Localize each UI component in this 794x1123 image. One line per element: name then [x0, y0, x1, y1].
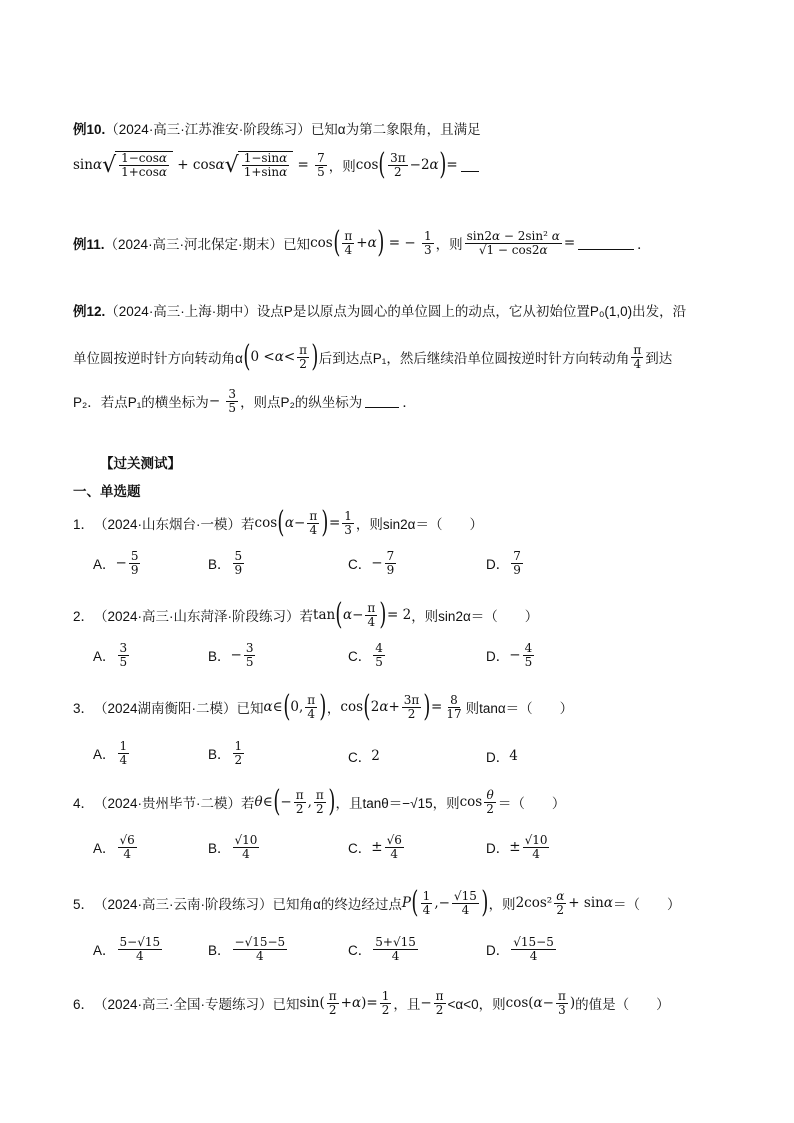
option-a — [93, 834, 139, 860]
question-number: 5． — [73, 897, 95, 912]
example-label: 例10. — [73, 122, 106, 137]
option-label: C． — [348, 841, 372, 857]
question-text: ，且tanθ＝−√15，则 — [335, 796, 460, 811]
question-number: 1． — [73, 517, 95, 532]
question-source: （2024·高三·山东菏泽·阶段练习） — [94, 609, 300, 624]
example-source: （2024·高三·江苏淮安·阶段练习） — [105, 122, 311, 137]
option-label: A． — [93, 943, 116, 959]
question-source: （2024湖南衡阳·二模） — [94, 701, 237, 716]
question-number: 6． — [73, 997, 95, 1013]
option-a — [93, 642, 131, 668]
option-d — [486, 550, 525, 576]
option-a — [93, 936, 164, 962]
answer-blank — [461, 159, 479, 172]
option-fraction: $\frac{√6}{4}$ — [119, 833, 135, 861]
option-fraction: $\frac{√15-5}{4}$ — [513, 935, 554, 963]
question-text: 若 — [299, 609, 314, 624]
option-label: B． — [208, 943, 231, 959]
example-cond-suffix: ，则 — [328, 159, 356, 174]
example-11: 例11. （2024·高三·河北保定·期末） 已知 cos ( $\frac{\pi}{4}$ + α ) = − $\frac{1}{3}$ ，则 $\frac{\text{sin2α − 2sin² α}}{√1 - \cos 2\alpha}$ = ． — [73, 225, 651, 260]
option-label: C． — [348, 750, 372, 765]
section-sub-title: 一、单选题 — [73, 484, 141, 499]
option-d — [486, 936, 558, 962]
option-label: D． — [486, 943, 510, 959]
question-text: 的值是（ ） — [575, 997, 670, 1013]
option-fraction: $\frac{5}{9}$ — [130, 549, 139, 577]
example-label: 例12. — [73, 304, 106, 319]
question-number: 4． — [73, 796, 95, 811]
question-text: 已知 — [236, 701, 264, 716]
option-label: C． — [348, 649, 372, 665]
example-text: 后到达点P₁，然后继续沿单位圆按逆时针方向转动角 — [318, 351, 630, 366]
example-text: ． — [402, 395, 416, 411]
option-c — [348, 834, 406, 860]
option-fraction: $\frac{5-√15}{4}$ — [119, 935, 161, 963]
question-source: （2024·贵州毕节·二模） — [94, 796, 242, 811]
option-d — [486, 834, 551, 860]
option-a — [93, 550, 142, 576]
option-label: A． — [93, 747, 116, 763]
example-source: （2024·高三·上海·期中） — [105, 304, 257, 319]
option-label: A． — [93, 557, 116, 573]
option-label: C． — [348, 943, 372, 959]
question-text: ，则sin2α＝（ ） — [411, 609, 539, 624]
example-10-formula: sin α √ $\frac{1-\cos\alpha}{1+\cos\alpha}$ + cos α √ $\frac{1-\sin\alpha}{1+\sin\alpha}$ = $\frac{7}{5}$ ，则 cos ( $\frac{3\pi}{2}$ −2 α ) = — [73, 150, 482, 180]
option-label: D． — [486, 841, 510, 857]
question-source: （2024·高三·全国·专题练习） — [94, 997, 273, 1013]
example-ask-suffix: = — [563, 235, 576, 251]
option-fraction: $\frac{7}{9}$ — [513, 549, 521, 577]
example-10-header — [73, 118, 481, 138]
option-c — [348, 642, 387, 668]
question-text: ，则 — [488, 897, 516, 912]
example-text: 单位圆按逆时针方向转动角α — [73, 351, 243, 366]
question-text: 已知 — [272, 997, 300, 1013]
option-fraction: $\frac{√10}{4}$ — [524, 833, 548, 861]
option-fraction: $\frac{5+√15}{4}$ — [375, 935, 416, 963]
question-text: 则tanα＝（ ） — [465, 701, 574, 716]
example-text: P₂．若点P₁的横坐标为 — [73, 395, 209, 411]
option-value: 4 — [509, 748, 518, 764]
question-text: ＝（ ） — [497, 796, 566, 811]
question-6-stem: 6． （2024·高三·全国·专题练习） 已知 sin ( $\frac{\pi}{2}$ + α )= $\frac{1}{2}$ ，且 − $\frac{\pi}{2}$ <α<0，则 cos ( α − $\frac{\pi}{3}$ ) 的值是（ ） — [73, 989, 670, 1017]
option-b — [208, 740, 246, 766]
question-text: 若 — [241, 796, 255, 811]
option-label: D． — [486, 750, 510, 765]
option-a — [93, 740, 131, 766]
option-b — [208, 936, 289, 962]
option-fraction: $\frac{7}{9}$ — [386, 549, 395, 577]
option-fraction: $\frac{3}{5}$ — [245, 641, 254, 669]
question-number: 2． — [73, 609, 95, 624]
option-sign: − — [115, 555, 127, 572]
example-text: 已知 — [283, 237, 311, 252]
option-label: B． — [208, 841, 231, 857]
example-12-line2: 单位圆按逆时针方向转动角α ( 0 < α < $\frac{\pi}{2}$ ) 后到达点P₁，然后继续沿单位圆按逆时针方向转动角 $\frac{\pi}{4}$ 到达 — [73, 339, 673, 374]
question-number: 3． — [73, 701, 95, 716]
option-fraction: $\frac{5}{9}$ — [234, 549, 243, 577]
option-d — [486, 746, 518, 766]
option-c — [348, 550, 398, 576]
example-text: ，则点P₂的纵坐标为 — [240, 395, 363, 411]
option-c — [348, 936, 420, 962]
example-12-line3: P₂．若点P₁的横坐标为 − $\frac{3}{5}$ ，则点P₂的纵坐标为 ． — [73, 387, 416, 415]
option-label: B． — [208, 557, 231, 573]
question-4-stem: 4． （2024·贵州毕节·二模） 若 θ ∈ ( − $\frac{\pi}{2}$ , $\frac{\pi}{2}$ ) ，且tanθ＝−√15，则 cos $\frac{\theta}{2}$ ＝（ ） — [73, 784, 566, 819]
question-text: ＝（ ） — [612, 897, 681, 912]
question-3-stem: 3． （2024湖南衡阳·二模） 已知 α ∈ ( 0, $\frac{\pi}{4}$ ) ， cos ( 2 α + $\frac{3\pi}{2}$ ) = $\frac{8}{17}$ 则tanα＝（ ） — [73, 689, 574, 724]
question-5-stem: 5． （2024·高三·云南·阶段练习） 已知角α的终边经过点 P ( $\frac{1}{4}$ ,− $\frac{√15}{4}$ ) ，则 2cos² $\frac{\alpha}{2}$ + sin α ＝（ ） — [73, 885, 681, 920]
example-text: 设点P是以原点为圆心的单位圆上的动点，它从初始位置P₀(1,0)出发，沿 — [256, 304, 687, 319]
option-label: C． — [348, 557, 372, 573]
option-fraction: $\frac{-√15-5}{4}$ — [234, 935, 286, 963]
option-fraction: $\frac{1}{2}$ — [234, 739, 243, 767]
example-cond-suffix: ，则 — [435, 237, 463, 252]
section-test-title: 【过关测试】 — [100, 456, 181, 471]
question-text: 若 — [241, 517, 255, 532]
question-source: （2024·高三·云南·阶段练习） — [94, 897, 273, 912]
option-label: A． — [93, 841, 116, 857]
option-fraction: $\frac{√6}{4}$ — [386, 833, 402, 861]
option-sign: − — [230, 647, 242, 664]
option-label: A． — [93, 649, 116, 665]
option-fraction: $\frac{4}{5}$ — [524, 641, 533, 669]
option-sign: ± — [371, 839, 383, 856]
example-text: 已知α为第二象限角，且满足 — [310, 122, 481, 137]
option-fraction: $\frac{3}{5}$ — [119, 641, 128, 669]
option-label: B． — [208, 649, 231, 665]
option-fraction: $\frac{4}{5}$ — [375, 641, 383, 669]
question-2-stem: 2． （2024·高三·山东菏泽·阶段练习） 若 tan ( α − $\frac{\pi}{4}$ ) = 2 ，则sin2α＝（ ） — [73, 597, 539, 632]
question-1-stem: 1． （2024·山东烟台·一模） 若 cos ( α − $\frac{\pi}{4}$ ) = $\frac{1}{3}$ ，则sin2α＝（ ） — [73, 505, 483, 540]
example-source: （2024·高三·河北保定·期末） — [104, 237, 284, 252]
option-sign: ± — [509, 839, 521, 856]
option-c — [348, 746, 380, 766]
example-label: 例11. — [73, 237, 105, 252]
option-b — [208, 834, 261, 860]
option-sign: − — [371, 555, 383, 572]
option-b — [208, 642, 257, 668]
option-fraction: $\frac{√10}{4}$ — [234, 833, 258, 861]
option-label: D． — [486, 649, 510, 665]
question-text: 已知角α的终边经过点 — [272, 897, 402, 912]
question-text: ，则sin2α＝（ ） — [355, 517, 483, 532]
answer-blank — [365, 395, 399, 408]
example-ask-suffix: = — [446, 157, 458, 173]
option-label: D． — [486, 557, 510, 573]
option-label: B． — [208, 747, 231, 763]
question-source: （2024·山东烟台·一模） — [94, 517, 242, 532]
option-d — [486, 642, 536, 668]
question-text: <α<0，则 — [447, 997, 506, 1013]
option-sign: − — [509, 647, 521, 664]
answer-blank — [578, 237, 634, 250]
option-b — [208, 550, 246, 576]
option-value: 2 — [371, 748, 380, 764]
example-12-line1 — [73, 300, 686, 320]
example-text: 到达 — [645, 351, 673, 366]
question-text: ，且 — [393, 997, 421, 1013]
option-fraction: $\frac{1}{4}$ — [119, 739, 128, 767]
